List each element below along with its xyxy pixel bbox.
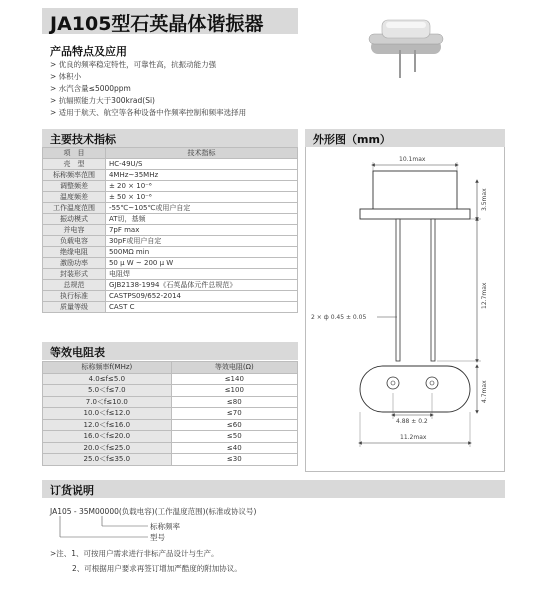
spec-value: GJB2138-1994《石英晶体元件总规范》 xyxy=(105,280,297,291)
freq-range: 16.0＜f≤20.0 xyxy=(43,431,172,443)
order-leaders xyxy=(50,516,160,546)
spec-value: 电阻焊 xyxy=(105,269,297,280)
spec-value: 50 μ W ~ 200 μ W xyxy=(105,258,297,269)
resistance-title: 等效电阻表 xyxy=(50,346,105,359)
table-row xyxy=(43,442,298,454)
spec-label: 封装形式 xyxy=(43,269,106,280)
freq-range: 20.0＜f≤25.0 xyxy=(43,442,172,454)
dim-pin-spacing: 4.88 ± 0.2 xyxy=(396,418,428,425)
spec-label: 执行标准 xyxy=(43,291,106,302)
table-row xyxy=(43,225,298,236)
outline-title: 外形图（mm） xyxy=(313,133,391,146)
dim-base-width: 11.2max xyxy=(400,434,427,441)
spec-label: 激励功率 xyxy=(43,258,106,269)
order-code: JA105 - 35M00000(负载电容)(工作温度范围)(标准或协议号) xyxy=(50,507,257,516)
table-row xyxy=(43,408,298,420)
table-row xyxy=(43,302,298,313)
spec-value: 4MHz~35MHz xyxy=(105,170,297,181)
spec-label: 温度频差 xyxy=(43,192,106,203)
specs-title: 主要技术指标 xyxy=(50,133,116,146)
spec-value: CASTPS09/652-2014 xyxy=(105,291,297,302)
spec-label: 工作温度范围 xyxy=(43,203,106,214)
freq-range: 25.0＜f≤35.0 xyxy=(43,454,172,466)
table-row xyxy=(43,280,298,291)
dim-lead-length: 12.7max xyxy=(481,282,488,309)
spec-label: 质量等级 xyxy=(43,302,106,313)
spec-value: 7pF max xyxy=(105,225,297,236)
table-row xyxy=(43,258,298,269)
table-row xyxy=(43,236,298,247)
note-2: 2、可根据用户要求再签订增加严酷度的附加协议。 xyxy=(72,564,242,573)
freq-range: 5.0＜f≤7.0 xyxy=(43,385,172,397)
spec-value: AT切，基频 xyxy=(105,214,297,225)
resistance-value: ≤30 xyxy=(171,454,297,466)
table-row xyxy=(43,385,298,397)
can-flange xyxy=(360,209,470,219)
resistance-table xyxy=(42,361,298,466)
header-cell: 等效电阻(Ω) xyxy=(171,362,297,374)
table-row xyxy=(43,247,298,258)
feature-item: > 体积小 xyxy=(50,72,82,81)
feature-item: > 适用于航天、航空等各种设备中作频率控制和频率选择用 xyxy=(50,108,247,117)
spec-label: 负载电容 xyxy=(43,236,106,247)
table-row xyxy=(43,419,298,431)
lead-right xyxy=(431,219,435,361)
feature-item: > 优良的频率稳定特性，可靠性高，抗振动能力强 xyxy=(50,60,217,69)
resistance-value: ≤40 xyxy=(171,442,297,454)
resistance-value: ≤50 xyxy=(171,431,297,443)
dim-top-width: 10.1max xyxy=(399,156,426,163)
spec-label: 标称频率范围 xyxy=(43,170,106,181)
spec-label: 总规范 xyxy=(43,280,106,291)
spec-value: CAST C xyxy=(105,302,297,313)
order-title: 订货说明 xyxy=(50,484,94,497)
outline-drawing xyxy=(305,147,505,472)
can-body xyxy=(373,171,457,213)
table-row xyxy=(43,214,298,225)
table-row xyxy=(43,203,298,214)
table-header-row xyxy=(43,148,298,159)
table-row xyxy=(43,396,298,408)
header-cell: 技术指标 xyxy=(105,148,297,159)
spec-value: ± 20 × 10⁻⁶ xyxy=(105,181,297,192)
table-row xyxy=(43,170,298,181)
lead-left xyxy=(396,219,400,361)
table-row xyxy=(43,269,298,280)
table-row xyxy=(43,291,298,302)
dim-body-height: 3.5max xyxy=(481,188,488,211)
table-row xyxy=(43,373,298,385)
feature-item: > 水汽含量≤5000ppm xyxy=(50,84,131,93)
table-row xyxy=(43,159,298,170)
order-label-freq: 标称频率 xyxy=(150,522,180,531)
header-cell: 项 目 xyxy=(43,148,106,159)
order-bar xyxy=(42,480,505,498)
table-row xyxy=(43,192,298,203)
spec-value: ± 50 × 10⁻⁶ xyxy=(105,192,297,203)
specs-table xyxy=(42,147,298,313)
spec-value: 500MΩ min xyxy=(105,247,297,258)
spec-label: 壳 型 xyxy=(43,159,106,170)
spec-label: 振动模式 xyxy=(43,214,106,225)
freq-range: 10.0＜f≤12.0 xyxy=(43,408,172,420)
spec-label: 绝缘电阻 xyxy=(43,247,106,258)
spec-label: 调整频差 xyxy=(43,181,106,192)
table-header-row xyxy=(43,362,298,374)
order-label-model: 型号 xyxy=(150,533,165,542)
spec-value: HC-49U/S xyxy=(105,159,297,170)
spec-value: 30pF或用户自定 xyxy=(105,236,297,247)
table-row xyxy=(43,431,298,443)
resistance-value: ≤60 xyxy=(171,419,297,431)
dim-lead-dia: 2 × ф 0.45 ± 0.05 xyxy=(311,314,367,321)
resistance-value: ≤140 xyxy=(171,373,297,385)
spec-label: 并电容 xyxy=(43,225,106,236)
resistance-value: ≤80 xyxy=(171,396,297,408)
page-title: JA105型石英晶体谐振器 xyxy=(50,13,264,35)
feature-item: > 抗辐照能力大于300krad(Si) xyxy=(50,96,155,105)
freq-range: 4.0≤f≤5.0 xyxy=(43,373,172,385)
header-cell: 标称频率f(MHz) xyxy=(43,362,172,374)
freq-range: 12.0＜f≤16.0 xyxy=(43,419,172,431)
spec-value: -55℃~105℃或用户自定 xyxy=(105,203,297,214)
table-row xyxy=(43,454,298,466)
note-1: >注、1、可按用户需求进行非标产品设计与生产。 xyxy=(50,549,219,558)
crystal-photo xyxy=(366,12,456,82)
dim-base-depth: 4.7max xyxy=(481,380,488,403)
freq-range: 7.0＜f≤10.0 xyxy=(43,396,172,408)
resistance-value: ≤100 xyxy=(171,385,297,397)
resistance-value: ≤70 xyxy=(171,408,297,420)
features-title: 产品特点及应用 xyxy=(50,45,127,58)
table-row xyxy=(43,181,298,192)
base-outline xyxy=(360,366,470,412)
